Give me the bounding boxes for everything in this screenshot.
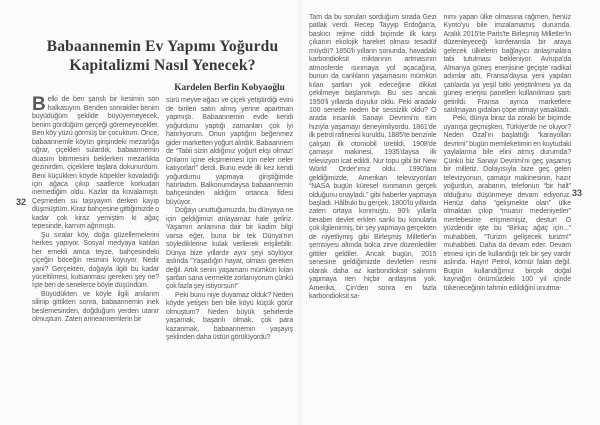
right-page-column-2 [444, 14, 572, 301]
article-author: Kardelen Berfin Kobyaoğlu [174, 83, 285, 94]
paragraph: Peki, dünya biraz da zoraki bir biçimde uyanışa geçmişken, Türkiye'de ne oluyor? Neden Özal'ın başlattığı “karayolları devrimi” bugün memleketimin en kuytudaki yaylalarına bile elini atmış durumda? Çünkü biz Sanayi Devrimi'ni geç yaşamış bir milletiz. Dolayısıyla bize geç gelen televizyonun, çamaşır makinesinin, hazır yoğurdun, arabanın, telefonun “bir halt” olduğunu düşünmeye devam ediyoruz. Henüz daha “gelişmekte olan” ülke olmaktan çıkıp “muasır medeniyetler” mertebesine erişmemişiz, destur! O yüzdendir işte bu “Birkaç ağaç için...” muhabbeti, “Turizm gelişecek turizm!” muhabbeti. Daha da devam eder. Devam etmesi için de kullandığı tek bir şey vardır aslında. Hayır! Petrol, kömür falan değil. Bugün kullandığımız birçok doğal kaynağın önümüzdeki 100 yıl içinde tükeneceğinin tahmin edildiğini unutma- [443, 115, 571, 292]
paragraph-text: elki de ben şanslı bir kesimin son halkasıyım. Benden sonrakiler benim büyüdüğüm şekilde büyüyemeyecek, benim gördüğüm gerçeği göremeyecekler. Ben köy yüzü görmüş bir çocuktum. Önce, babaannemle köyün girişindeki mezarlığa uğrar, çiçekleri sulardık, babaannemin duasını bitirmesini beklerken mezarlıkta gezinirdim, çiçeklere taşlara dokunurdum. Beni küçükken köyde köpekler kovaladığı için ağaca çıkıp saatlerce korkudan inemediğim oldu. Kazlar da kovalamıştı. Çeşmeden su taşıyayım derken kayıp düşmüştüm. Kiraz bahçesine gittiğimizde o kadar çok kiraz yemiştim ki ağaç tepesinde, karnım ağrımıştı. [32, 96, 159, 231]
left-page-column-2 [166, 83, 293, 342]
right-page-column-1 [309, 14, 437, 301]
right-page [309, 14, 571, 301]
left-page [32, 0, 293, 343]
paragraph: Tam da bu soruları sorduğum sırada Gezi patlak verdi. Recep Tayyip Erdoğan'a, baskıcı rejime ciddi biçimde ilk karşı çıkanın ekolojik hareket olması tesadüf müydü? 1850'li yılların sonunda, havadaki karbondioksit miktarının artmasının atmosferde ısınmaya yol açacağına, bunun da canlıların yaşamasını mümkün kılan şartları yok edeceğine dikkat çekilmeye başlanmıştı. Bu ses ancak 1950'li yıllarda duyulur oldu. Peki aradaki 100 senede neden bir sessizlik oldu? O arada insanlık Sanayi Devrimi'ni tüm hızıyla yaşamayı deneyimliyordu. 1861'de ilk petrol rafinerisi kuruldu, 1885'te benzinle çalışan ilk otomobil üretildi, 1908'de çamaşır makinesi, 1935'daysa ilk televizyon icat edildi. Nur topu gibi bir New World Order'ımız oldu. 1990'lara geldiğimizde, Amerikan televizyonları “NASA bugün küresel ısınmanın gerçek olduğunu onayladı.” gibi haberler yapmaya başladı. Hâlbuki bu gerçek, 1800'lü yıllarda zaten ortaya konmuştu. 90'lı yıllarla beraber devlet erkleri sanki bu konularla çok ilgilenirmiş, bir şey yapmaya gerçekten de niyetliymiş gibi Birleşmiş Milletler'in şemsiyesi altında bolca zirve düzenlediler gittiler geldiler. Ancak bugün, 2015 senesine geldiğimizde devletleri resmi olarak daha az karbondioksit salınımı yapmaya iten hiçbir antlaşma yok. Amerika, Çin'den sonra en fazla karbondioksit sa- [309, 14, 437, 300]
drop-cap: B [32, 94, 46, 116]
paragraph: Peki bunu niye duyamaz olduk? Neden köyde yetişen ben bile köyü küçük görür olmuştum? Neden büyük şehirlerde yaşamak, başarılı olmak, çok para kazanmak, babaannemin yaşayış şeklinden daha üstün görülüyordu? [166, 291, 293, 342]
left-page-columns [32, 83, 293, 342]
left-page-column-1 [32, 83, 159, 342]
paragraph: nımı yapan ülke olmasına rağmen, henüz Kyoto'yu bile imzalamamış durumda. Aralık 2015'te Paris'te Birleşmiş Milletler'in düzenleyeceği konferansla bir araya gelecek ülkelerin bağlayıcı anlaşmalara tabi tutulması bekleniyor. Avrupa'da Almanya güneş enerjisine geçişte radikal adımlar attı, Fransa'daysa yeni yapılan çatılarda ya yeşil bitki yetiştirilmesi ya da güneş enerjisi panelleri kullanılması şartı getirildi. Fransa ayrıca marketlere satılmayan gıdaları çöpe atmayı yasakladı. [443, 14, 571, 114]
paragraph [32, 96, 159, 231]
article-title [32, 37, 293, 75]
article-title-line-2: Kapitalizmi Nasıl Yenecek? [69, 57, 256, 75]
paragraph: sürü meyve ağacı ve çiçek yetiştirdiği evini de birileri satın almış yerine apartman yapmıştı. Babaannemin evde kendi yoğurdunu yaptığı zamanları çok iyi hatırlıyorum. Onun yaptığını beğenmez gider marketten yoğurt alırdık. Babaannem de “Tabii sizin aldığınız yoğurt ekşi olmaz! Onların içine ekşimemesi için neler neler katıyorlar!” derdi. Bunu evde ilk kez kendi yoğurdumu yapmaya giriştiğimde hatırladım. Balkonumdaysa babaannemin bahçesinden aldığım ortanca fidesi büyüyor. [166, 97, 293, 206]
page-gutter [296, 0, 304, 425]
page-number-left: 32 [16, 197, 27, 207]
paragraph: Şu sıralar köy, doğa güzellemelerini herkes yapıyor. Sosyal medyaya katılan her emekli amca teyze, bahçesindeki çiçeğin böceğin resmini koyuyor. Nedir yani? Gerçekten, doğayla ilgili bu kadar yüceltilmesi, kutsanması gereken şey ne? İşte ben de senelerce böyle düşündüm. [32, 231, 159, 290]
paragraph: Büyüdükten ve köyle ilgili anılarım silinip gittikten sonra, babaannemin inek beslemesinden, doğduğum yerden utanır olmuştum. Zaten anneannemlerin bir [32, 290, 159, 324]
right-page-columns [309, 14, 571, 301]
paragraph: Doğayı unuttuğumuzda, bu dünyaya ne için geldiğimizi anlayamaz hale geliriz. Yaşamın anlamına dair bir kadim bilgi varsa eğer, buna bir tek Dünya'nın söylediklerine kulak verilerek erişilebilir. Dünya bize yıllardır aynı şeyi söylüyor aslında “Yaşadığın hayat, olması gereken değil. Artık senin yaşamanı mümkün kılan şartları sana vermekte zorlanıyorum çünkü çok fazla şey istiyorsun!” [166, 207, 293, 291]
page-number-right: 33 [572, 188, 583, 198]
article-title-line-1: Babaannemin Ev Yapımı Yoğurdu [46, 38, 279, 55]
